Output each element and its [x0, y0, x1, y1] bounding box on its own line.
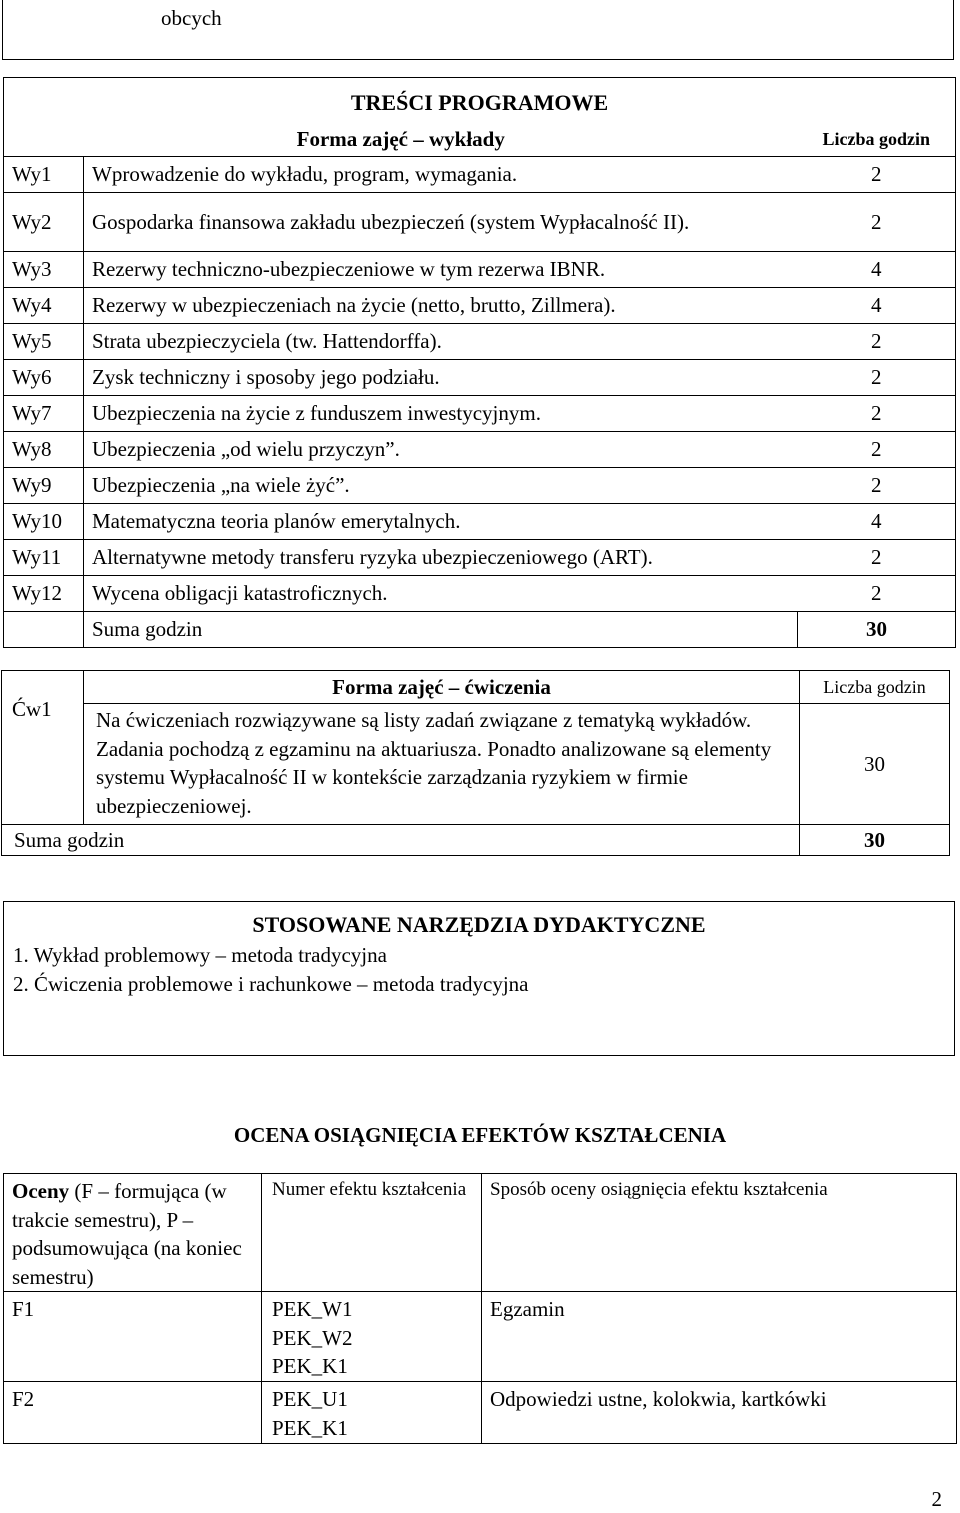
lecture-hours: 4 — [798, 288, 956, 324]
evaluation-header-row — [4, 1174, 957, 1292]
lecture-hours: 2 — [798, 468, 956, 504]
lecture-desc: Matematyczna teoria planów emerytalnych. — [84, 504, 798, 540]
lecture-desc: Wprowadzenie do wykładu, program, wymagania. — [84, 157, 798, 193]
table-row — [4, 157, 956, 193]
lecture-desc — [84, 193, 798, 252]
table-row — [4, 360, 956, 396]
evaluation-table — [3, 1173, 957, 1444]
lectures-hours-header: Liczba godzin — [798, 122, 956, 157]
method-cell: Odpowiedzi ustne, kolokwia, kartkówki — [482, 1382, 957, 1444]
lectures-table — [3, 77, 956, 648]
lecture-hours: 2 — [798, 324, 956, 360]
exercises-header-row — [2, 671, 950, 704]
lectures-sum-row — [4, 612, 956, 648]
exercises-form-header: Forma zajęć – ćwiczenia — [84, 671, 800, 704]
exercises-sum-label: Suma godzin — [2, 825, 800, 856]
page-number: 2 — [931, 1487, 942, 1511]
lecture-desc: Alternatywne metody transferu ryzyka ubezpieczeniowego (ART). — [84, 540, 798, 576]
lecture-desc: Rezerwy w ubezpieczeniach na życie (netto, brutto, Zillmera). — [84, 288, 798, 324]
method-cell: Egzamin — [482, 1292, 957, 1382]
lecture-desc: Zysk techniczny i sposoby jego podziału. — [84, 360, 798, 396]
exercises-sum-value: 30 — [800, 825, 950, 856]
lecture-code: Wy3 — [4, 252, 84, 288]
list-item: 2. Ćwiczenia problemowe i rachunkowe – metoda tradycyjna — [13, 972, 529, 996]
lecture-hours: 2 — [798, 432, 956, 468]
lecture-desc-text: Gospodarka finansowa zakładu ubezpieczeń (system Wypłacalność II). — [92, 209, 690, 234]
exercises-table — [1, 670, 950, 856]
previous-section-text: obcych — [161, 6, 222, 30]
exercise-desc: Na ćwiczeniach rozwiązywane są listy zadań związane z tematyką wykładów. Zadania pochodzą z egzaminu na aktuariusza. Ponadto analizowane są elementy systemu Wypłacalność II w kontekście zarządzania ryzykiem w firmie ubezpieczeniowej. — [84, 704, 800, 825]
effects-cell — [262, 1382, 482, 1444]
grade-header-bold: Oceny — [12, 1179, 70, 1203]
lecture-hours: 2 — [798, 576, 956, 612]
lectures-title-row — [4, 78, 956, 123]
lecture-desc: Ubezpieczenia „od wielu przyczyn”. — [84, 432, 798, 468]
lecture-desc: Ubezpieczenia na życie z funduszem inwestycyjnym. — [84, 396, 798, 432]
lecture-desc: Ubezpieczenia „na wiele żyć”. — [84, 468, 798, 504]
lecture-desc: Strata ubezpieczyciela (tw. Hattendorffa). — [84, 324, 798, 360]
list-item: 1. Wykład problemowy – metoda tradycyjna — [13, 943, 387, 967]
lectures-sum-label: Suma godzin — [84, 612, 798, 648]
lectures-header-row — [4, 122, 956, 157]
grade-cell: F1 — [4, 1292, 262, 1382]
lecture-code: Wy5 — [4, 324, 84, 360]
lectures-form-header: Forma zajęć – wykłady — [4, 122, 798, 157]
table-row — [4, 432, 956, 468]
lectures-sum-value: 30 — [798, 612, 956, 648]
table-row — [4, 288, 956, 324]
lecture-code: Wy4 — [4, 288, 84, 324]
table-row — [4, 193, 956, 252]
table-row — [4, 396, 956, 432]
previous-section-box — [2, 0, 954, 60]
lecture-hours: 2 — [798, 360, 956, 396]
evaluation-title: OCENA OSIĄGNIĘCIA EFEKTÓW KSZTAŁCENIA — [233, 1123, 727, 1147]
lecture-hours: 4 — [798, 504, 956, 540]
table-row — [4, 504, 956, 540]
table-row — [4, 252, 956, 288]
exercises-sum-row — [2, 825, 950, 856]
exercises-hours-header: Liczba godzin — [800, 671, 950, 704]
effects-cell — [262, 1292, 482, 1382]
lecture-code: Wy6 — [4, 360, 84, 396]
lecture-code: Wy8 — [4, 432, 84, 468]
lecture-code: Wy1 — [4, 157, 84, 193]
lecture-desc: Wycena obligacji katastroficznych. — [84, 576, 798, 612]
empty-cell — [4, 612, 84, 648]
table-row — [4, 468, 956, 504]
table-row — [4, 1292, 957, 1382]
teaching-tools-box — [3, 901, 955, 1056]
lecture-hours: 2 — [798, 396, 956, 432]
lecture-desc: Rezerwy techniczno-ubezpieczeniowe w tym rezerwa IBNR. — [84, 252, 798, 288]
evaluation-effect-header: Numer efektu kształcenia — [262, 1174, 482, 1292]
table-row — [4, 576, 956, 612]
grade-cell: F2 — [4, 1382, 262, 1444]
lecture-hours: 2 — [798, 157, 956, 193]
lecture-code: Wy12 — [4, 576, 84, 612]
evaluation-method-header: Sposób oceny osiągnięcia efektu kształcenia — [482, 1174, 957, 1292]
lecture-code: Wy11 — [4, 540, 84, 576]
teaching-tools-title: STOSOWANE NARZĘDZIA DYDAKTYCZNE — [252, 912, 706, 937]
lecture-code: Wy9 — [4, 468, 84, 504]
effect-code: PEK_W2 — [272, 1325, 353, 1350]
lectures-title: TREŚCI PROGRAMOWE — [4, 78, 956, 123]
effect-code: PEK_U1 — [272, 1387, 348, 1411]
lecture-code: Wy10 — [4, 504, 84, 540]
effect-code: PEK_K1 — [272, 1354, 348, 1378]
grade-header-text: (F – formująca (w trakcie semestru), P – podsumowująca (na koniec semestru) — [12, 1179, 242, 1289]
lecture-hours: 4 — [798, 252, 956, 288]
lecture-code: Wy2 — [4, 193, 84, 252]
table-row — [4, 1382, 957, 1444]
table-row — [2, 704, 950, 825]
table-row — [4, 540, 956, 576]
lecture-hours: 2 — [798, 193, 956, 252]
effect-code: PEK_K1 — [272, 1415, 348, 1440]
evaluation-grade-header — [4, 1174, 262, 1292]
exercise-code: Ćw1 — [2, 671, 84, 825]
exercise-hours: 30 — [800, 704, 950, 825]
lecture-hours: 2 — [798, 540, 956, 576]
table-row — [4, 324, 956, 360]
lecture-code: Wy7 — [4, 396, 84, 432]
effect-code: PEK_W1 — [272, 1297, 353, 1321]
